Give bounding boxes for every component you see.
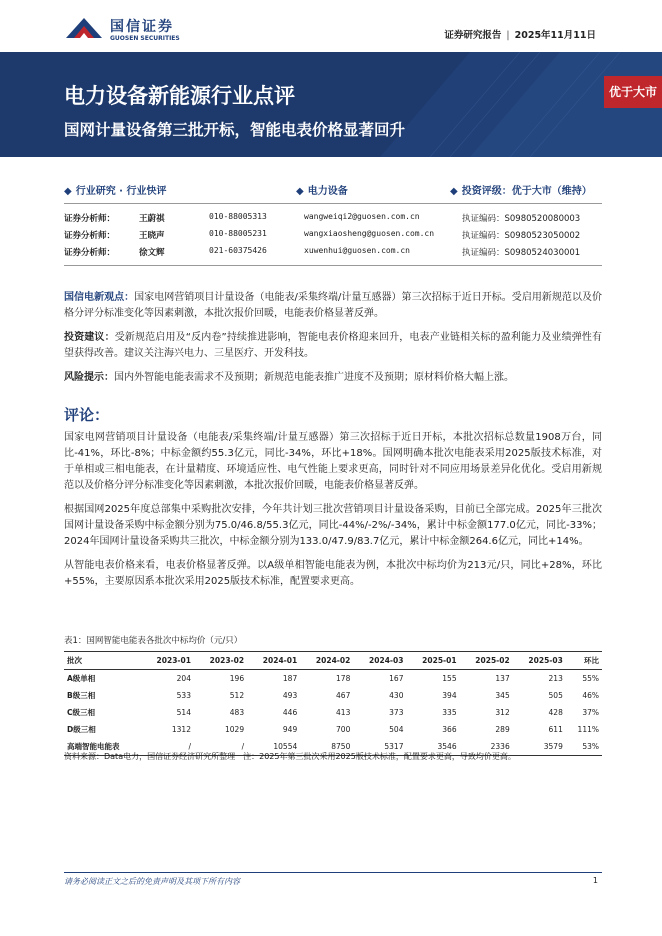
summary-risk-text: 国内外智能电能表需求不及预期；新规范电能表推广进度不及预期；原材料价格大幅上涨。 (114, 372, 514, 383)
table-cell: D级三相 (67, 725, 96, 734)
table-caption: 表1：国网智能电能表各批次中标均价（元/只） (64, 636, 243, 646)
table-cell: 505 (548, 691, 563, 700)
analyst-name: 王蔚祺 (139, 214, 165, 224)
table-cell: 204 (176, 674, 191, 683)
report-subtitle: 国网计量设备第三批开标，智能电表价格显著回升 (64, 121, 406, 139)
table-cell: C级三相 (67, 708, 96, 717)
table-header-row (64, 652, 602, 670)
table-cell: 446 (282, 708, 298, 717)
table-cell: 394 (442, 691, 457, 700)
table-note: 资料来源：Data电力，国信证券经济研究所整理 注：2025年第三批次采用2025版技术标准，配置要求更高，导致均价更高。 (64, 752, 516, 761)
summary-view (64, 290, 602, 322)
title-banner (0, 52, 662, 157)
table-cell: 514 (176, 708, 191, 717)
price-table (64, 651, 602, 756)
table-cell: 3546 (406, 738, 459, 756)
page-header (0, 0, 662, 52)
analyst-row (64, 246, 604, 260)
table-row (64, 721, 602, 738)
table-cell: 467 (336, 691, 351, 700)
analyst-email[interactable]: wangweiqi2@guosen.com.cn (304, 212, 420, 221)
body-paragraph-2: 根据国网2025年度总部集中采购批次安排，今年共计划三批次营销项目计量设备采购，目前已全部完成。2025年三批次国网计量设备采购中标金额分别为75.0/46.8/55.3亿元，同比-44%/-2%/-34%，累计中标金额177.0亿元，同比-33%；2024年国网计量设备采购共三批次，中标金额分别为133.0/47.9/83.7亿元，累计中标金额264.6亿元，同比+14%。 (64, 504, 602, 547)
analyst-email[interactable]: xuwenhui@guosen.com.cn (304, 246, 410, 255)
diamond-icon: ◆ (64, 186, 72, 197)
rating-flag: 优于大市 (604, 76, 662, 108)
company-logo (64, 14, 204, 46)
table-cell: 167 (389, 674, 404, 683)
summary-advice-text: 受新规范启用及“反内卷”持续推进影响，智能电表价格迎来回升，电表产业链相关标的盈利能力及业绩弹性有望获得改善。建议关注海兴电力、三星医疗、开发科技。 (64, 332, 603, 359)
tag-row (64, 182, 602, 198)
table-cell: 483 (229, 708, 245, 717)
table-header: 2025-01 (406, 652, 459, 670)
table-cell: 949 (282, 725, 298, 734)
analyst-role: 证券分析师： (64, 214, 116, 224)
table-header: 2024-03 (353, 652, 406, 670)
summary-risk (64, 370, 602, 386)
section-heading: 评论： (64, 406, 110, 424)
table-header: 2024-01 (247, 652, 300, 670)
table-cell: 10554 (247, 738, 300, 756)
footer-disclaimer[interactable]: 请务必阅读正文之后的免责声明及其项下所有内容 (64, 877, 240, 886)
analyst-row (64, 212, 604, 226)
report-meta: 证券研究报告 | 2025年11月11日 (444, 30, 596, 41)
table-cell: 373 (389, 708, 404, 717)
table-cell: 413 (336, 708, 351, 717)
table-cell: 345 (495, 691, 510, 700)
table-cell: 3579 (513, 738, 566, 756)
summary-risk-label: 风险提示： (64, 372, 114, 383)
tag-rating (450, 182, 592, 197)
table-cell: 312 (495, 708, 510, 717)
table-cell: 504 (389, 725, 404, 734)
table-cell: 700 (336, 725, 351, 734)
diamond-icon: ◆ (450, 186, 458, 197)
logo-mark-icon (64, 14, 104, 44)
report-title: 电力设备新能源行业点评 (64, 84, 295, 108)
company-name: 国信证券 (110, 19, 174, 35)
analyst-cert: 执证编码：S0980523050002 (462, 231, 581, 241)
analyst-email[interactable]: wangxiaosheng@guosen.com.cn (304, 229, 435, 238)
table-cell: 2336 (460, 738, 513, 756)
tag-rating-label: 投资评级：优于大市（维持） (461, 186, 592, 197)
table-header: 2023-02 (194, 652, 247, 670)
tag-industry-label: 电力设备 (307, 186, 348, 197)
tag-industry (296, 182, 348, 197)
tag-category (64, 182, 166, 197)
summary-advice-label: 投资建议： (64, 332, 115, 343)
summary-advice (64, 330, 602, 362)
table-cell: 8750 (300, 738, 353, 756)
table-cell: 335 (442, 708, 457, 717)
body-paragraph-3: 从智能电表价格来看，电表价格显著反弹。以A级单相智能电能表为例，本批次中标均价为213元/只，同比+28%，环比+55%，主要原因系本批次采用2025版技术标准，配置要求更高。 (64, 560, 602, 587)
table-cell: 533 (176, 691, 191, 700)
table-cell: 289 (495, 725, 510, 734)
table-cell: 111% (577, 725, 599, 734)
table-cell: 178 (336, 674, 351, 683)
table-cell: 187 (282, 674, 298, 683)
diamond-icon: ◆ (296, 186, 304, 197)
body-text (64, 430, 602, 598)
table-cell: 493 (282, 691, 298, 700)
report-type: 证券研究报告 (444, 30, 502, 41)
footer-divider (64, 872, 602, 873)
table-cell: 46% (582, 691, 599, 700)
table-row (64, 670, 602, 688)
tag-category-label: 行业研究 · 行业快评 (75, 186, 167, 197)
analyst-name: 徐文辉 (139, 248, 165, 258)
page-number: 1 (592, 876, 598, 885)
table-cell: A级单相 (67, 674, 96, 683)
body-paragraph-1: 国家电网营销项目计量设备（电能表/采集终端/计量互感器）第三次招标于近日开标，本批次招标总数量1908万台，同比-41%，环比-8%；中标金额约55.3亿元，同比-34%，环比+18%。国网明确本批次电能表采用2025版技术标准，对于单相或三相电能表，在计量精度、环境适应性、电气性能上要求更高，同时针对不同应用场景差异化优化。受启用新规范以及价格分评分标准变化等因素刺激，本批次报价回暖，电能表价格显著反弹。 (64, 432, 602, 491)
table-row (64, 704, 602, 721)
table-cell: 53% (566, 738, 602, 756)
analyst-phone: 010-88005313 (209, 212, 267, 221)
table-cell: 55% (582, 674, 599, 683)
divider (64, 265, 602, 266)
table-cell: 37% (582, 708, 599, 717)
table-cell: 213 (548, 674, 563, 683)
table-header: 环比 (566, 652, 602, 670)
analyst-cert: 执证编码：S0980524030001 (462, 248, 581, 258)
analyst-role: 证券分析师： (64, 231, 116, 241)
analyst-name: 王晓声 (139, 231, 165, 241)
summary-block (64, 290, 602, 394)
table-cell: / (141, 738, 194, 756)
analyst-cert: 执证编码：S0980520080003 (462, 214, 581, 224)
table-cell: 高端智能电能表 (64, 738, 141, 756)
table-cell: 428 (548, 708, 563, 717)
table-cell: / (194, 738, 247, 756)
divider (64, 203, 602, 204)
analyst-phone: 021-60375426 (209, 246, 267, 255)
table-header: 2024-02 (300, 652, 353, 670)
table-header: 2025-02 (460, 652, 513, 670)
report-date: 2025年11月11日 (514, 30, 596, 41)
table-cell: 196 (229, 674, 245, 683)
table-header: 2023-01 (141, 652, 194, 670)
table-cell: 430 (389, 691, 404, 700)
summary-view-text: 国家电网营销项目计量设备（电能表/采集终端/计量互感器）第三次招标于近日开标。受启用新规范以及价格分评分标准变化等因素刺激，本批次报价回暖，电能表价格显著反弹。 (64, 292, 602, 319)
table-cell: 1029 (225, 725, 245, 734)
table-cell: 1312 (171, 725, 191, 734)
table-cell: B级三相 (67, 691, 96, 700)
table-cell: 366 (442, 725, 457, 734)
table-cell: 155 (442, 674, 457, 683)
table-cell: 137 (495, 674, 510, 683)
table-header: 批次 (64, 652, 141, 670)
table-row (64, 687, 602, 704)
analyst-phone: 010-88005231 (209, 229, 267, 238)
company-name-en: GUOSEN SECURITIES (110, 35, 180, 42)
table-cell: 512 (229, 691, 245, 700)
analyst-role: 证券分析师： (64, 248, 116, 258)
table-cell: 611 (548, 725, 563, 734)
table-cell: 5317 (353, 738, 406, 756)
table-header: 2025-03 (513, 652, 566, 670)
summary-view-label: 国信电新观点： (64, 292, 135, 303)
analyst-row (64, 229, 604, 243)
